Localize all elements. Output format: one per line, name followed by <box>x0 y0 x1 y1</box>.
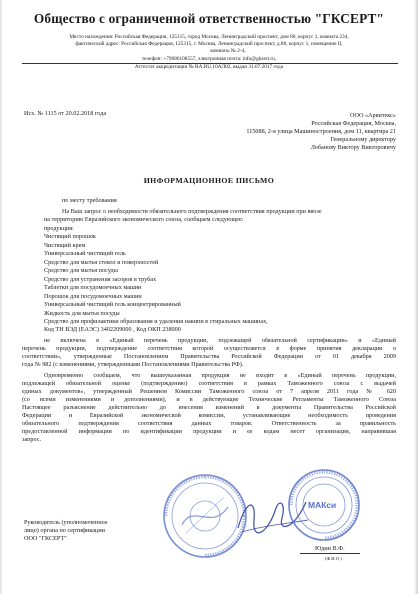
para2-line: запрос. <box>22 436 42 443</box>
para2-line: единых документов», утвержденный Решением Комиссии Таможенного союза от 7 апреля 2011 года № 620 <box>22 388 396 395</box>
header-accreditation: Аттестат аккредитации № RA.RU.10АЛ02, выдан 31.07.2017 года <box>134 64 284 70</box>
seal-label: МАКси <box>308 500 337 510</box>
para2-line: обязательного подтверждения соответствия данных товаров. Ответственность за правильность <box>22 420 396 427</box>
signatory-name: Юдин В.Ф. <box>315 545 345 552</box>
product-item: Порошок для посудомоечных машин <box>44 293 142 300</box>
header-actual-address: фактический адрес: Российская Федерация, 125315, г. Москва, Ленинградский проспект, д.80, корпус 1, помещение II, <box>75 41 343 47</box>
product-item: Средство для профилактики образования и удаления накипи в стиральных машинах, <box>44 318 268 325</box>
to-where: по месту требования <box>62 197 117 204</box>
para2-line: Одновременно сообщаем, что вышеуказанная продукция не входит в «Единый перечень продукции, <box>44 372 396 379</box>
addressee-street: 115088, 2-я улица Машиностроения, дом 11, квартира 21 <box>246 128 396 135</box>
addressee-country: Российская Федерация, Москва, <box>311 120 396 127</box>
page-shadow-left <box>0 0 3 594</box>
signatory-title: Руководитель (уполномоченное <box>24 519 108 526</box>
header-address: Место нахождения: Российская Федерация, 125315, город Москва, Ленинградский проспект, дом 80, корпус 1, комната 234, <box>69 34 349 40</box>
letter-subject: ИНФОРМАЦИОННОЕ ПИСЬМО <box>143 176 275 185</box>
para1-line: соответствии», утвержденные Постановлением Правительства Российской Федерации от 01 декабря 2009 <box>22 353 396 360</box>
organization-name: Общество с ограниченной ответственностью "ГКСЕРТ" <box>33 11 385 26</box>
product-item: Универсальный чистящий гель концентрированный <box>44 301 181 308</box>
para1-line: перечень продукции, подтверждение соответствия которой осуществляется в форме принятия декларации о <box>22 345 396 352</box>
product-item: Средство для мытья посуды <box>44 267 118 274</box>
addressee-company: ООО «Арвитекс» <box>350 112 396 119</box>
product-item: Универсальный чистящий гель <box>44 250 126 257</box>
product-item: Жидкость для мытья посуды <box>44 310 120 317</box>
product-item: Таблетки для посудомоечных машин <box>44 284 142 291</box>
intro-line-2: на территорию Евразийского экономического союза, сообщаем следующее: <box>44 216 244 223</box>
product-codes: Код ТН ВЭД (ЕАЭС) 3402209000 , Код ОКП 238000 <box>44 326 181 333</box>
header-rooms: комнаты № 2-4, <box>210 48 246 54</box>
product-item: Чистящий порошок <box>44 233 96 240</box>
signature-caption: (Ф.И.О.) <box>325 556 342 561</box>
product-item: Чистящий крем <box>44 242 86 249</box>
para2-line: Настоящее разъяснение действительно до внесения изменений в документы Правительства Российской <box>22 404 396 411</box>
para2-line: предоставленной информации по идентификации продукции и ее кодам несет организация, направившая <box>22 428 396 435</box>
signatory-title: ООО "ГКСЕРТ" <box>24 535 67 542</box>
signatory-title: лицо) органа по сертификации <box>24 527 105 534</box>
outgoing-number: Исх. № 1115 от 20.02.2018 года <box>24 110 107 117</box>
para1-line: не включена в «Единый перечень продукции, подлежащей обязательной сертификации» и «Единый <box>44 337 396 344</box>
addressee-position: Генеральному директору <box>330 136 396 143</box>
addressee-name: Лобанову Виктору Викторовичу <box>310 144 396 151</box>
intro-line-3: продукция: <box>44 225 74 232</box>
product-item: Средство для устранения засоров в трубах <box>44 276 157 283</box>
para1-line: года № 982 (с изменениями, утвержденными Постановлениями Правительства РФ). <box>22 361 244 368</box>
para2-line: Федерации и Евразийской экономической комиссии, устанавливающие необходимость проведения <box>22 412 396 419</box>
header-contacts: телефон: +79686108557, электронная почта: info@gksert.ru, <box>141 56 277 62</box>
para2-line: (со всеми изменениями и дополнениями), и в действующие Технические Регламенты Таможенного Союза <box>22 396 396 403</box>
product-item: Средство для мытья стекол и поверхностей <box>44 259 159 266</box>
intro-line-1: На Ваш запрос о необходимости обязательного подтверждения соответствия продукции при ввозе <box>62 208 322 215</box>
page-shadow-right <box>414 0 418 594</box>
para2-line: подлежащей обязательной оценке (подтверждению) соответствия в рамках Таможенного союза с выдачей <box>22 380 396 387</box>
signature-line <box>300 553 360 554</box>
